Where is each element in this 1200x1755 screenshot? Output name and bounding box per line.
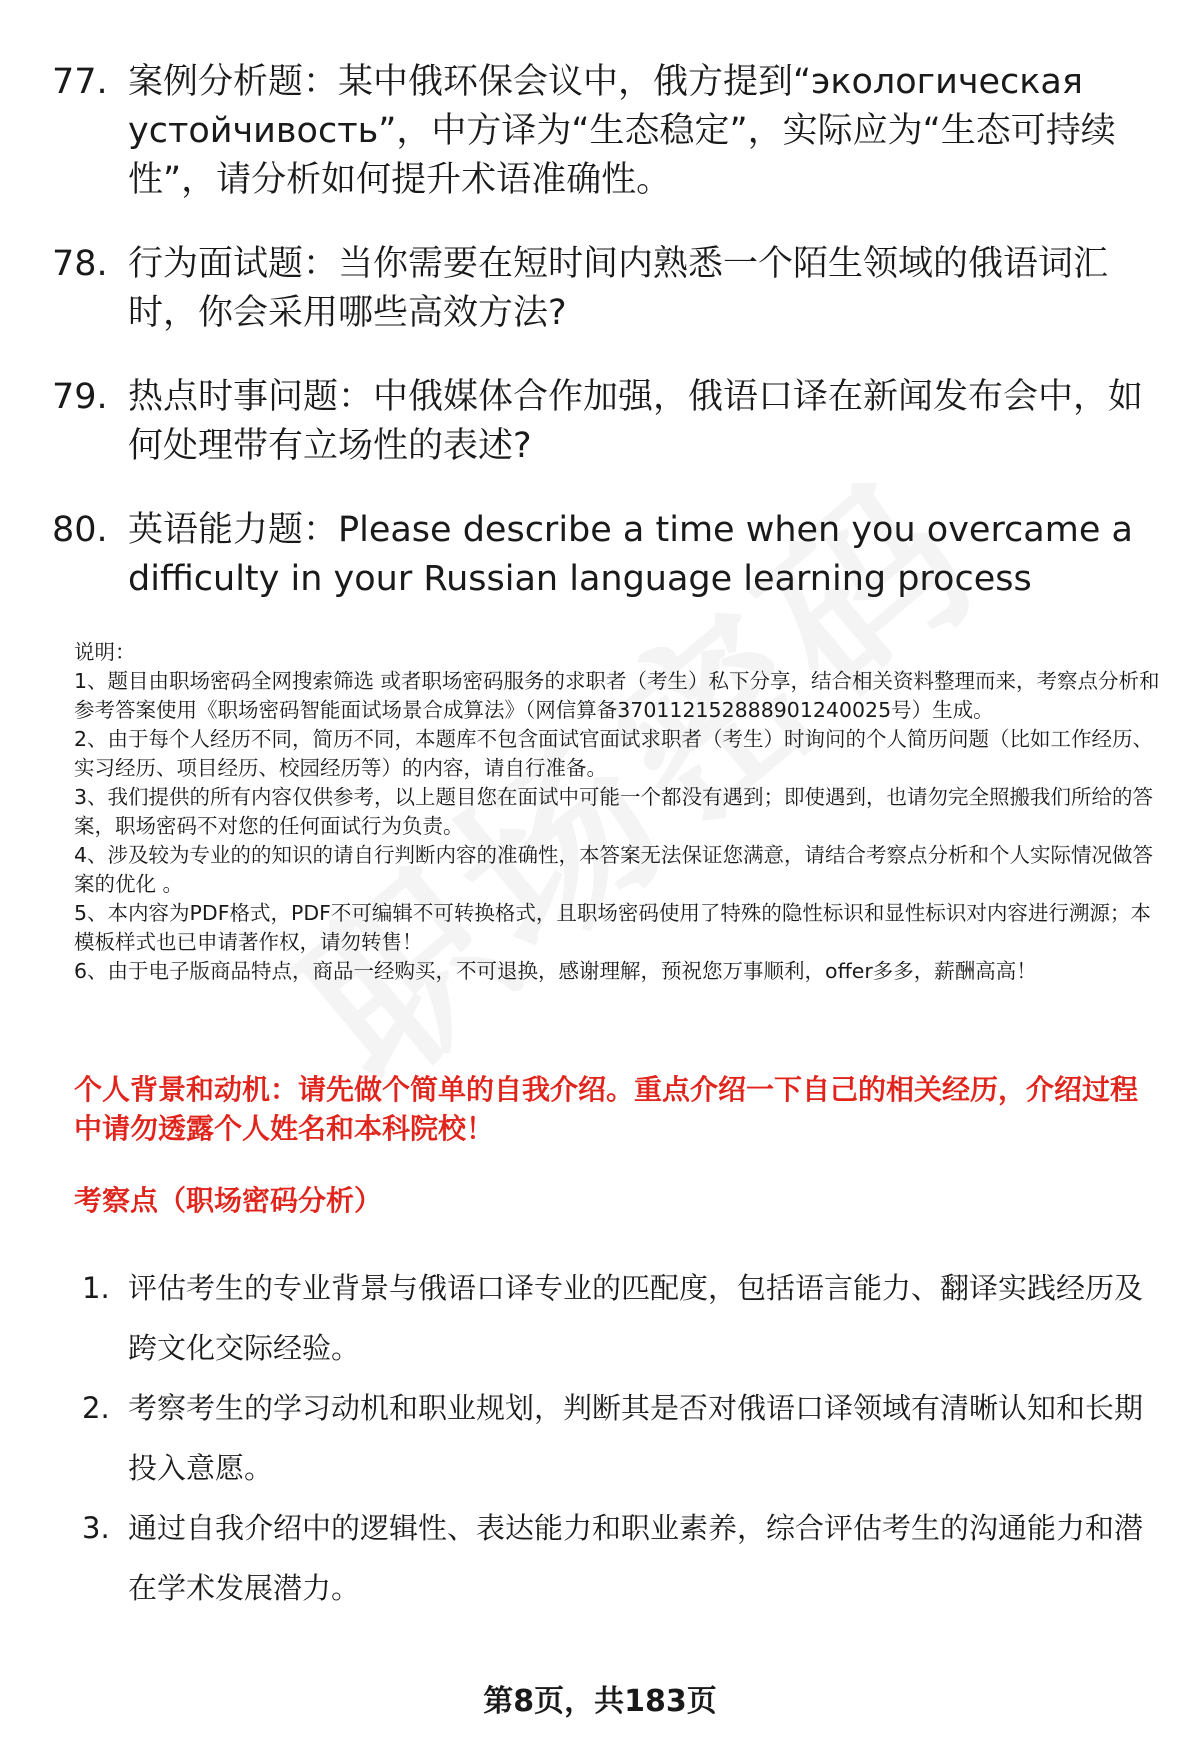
analysis-point-text: 评估考生的专业背景与俄语口译专业的匹配度，包括语言能力、翻译实践经历及跨文化交际经验。 [128,1271,1144,1365]
analysis-point-number: 3. [82,1511,110,1545]
notes-title: 说明： [74,640,136,664]
question-item [52,373,1152,471]
note-item: 3、我们提供的所有内容仅供参考，以上题目您在面试中可能一个都没有遇到；即使遇到，也请勿完全照搬我们所给的答案，职场密码不对您的任何面试行为负责。 [74,785,1154,838]
question-number: 79. [52,377,108,417]
section-heading: 个人背景和动机：请先做个简单的自我介绍。重点介绍一下自己的相关经历，介绍过程中请勿透露个人姓名和本科院校！ [74,1073,1139,1145]
disclaimer-notes [74,638,1160,986]
analysis-point-number: 1. [82,1271,110,1305]
question-item [52,58,1152,205]
question-number: 80. [52,510,108,550]
question-number: 78. [52,244,108,284]
analysis-point [82,1258,1162,1378]
note-item: 4、涉及较为专业的的知识的请自行判断内容的准确性，本答案无法保证您满意，请结合考察点分析和个人实际情况做答案的优化 。 [74,843,1154,896]
analysis-point [82,1498,1162,1618]
note-item: 6、由于电子版商品特点，商品一经购买，不可退换，感谢理解，预祝您万事顺利，offer多多，薪酬高高！ [74,959,1037,983]
analysis-heading: 考察点（职场密码分析） [74,1184,383,1217]
question-text: 热点时事问题：中俄媒体合作加强，俄语口译在新闻发布会中，如何处理带有立场性的表述? [128,377,1144,466]
analysis-point-text: 考察考生的学习动机和职业规划，判断其是否对俄语口译领域有清晰认知和长期投入意愿。 [128,1391,1144,1485]
question-text: 案例分析题：某中俄环保会议中，俄方提到“экологическая устойчивость”，中方译为“生态稳定”，实际应为“生态可持续性”，请分析如何提升术语准确性。 [128,62,1116,200]
question-item [52,240,1152,338]
question-text: 英语能力题：Please describe a time when you overcame a difficulty in your Russian language learning process [128,510,1133,599]
analysis-point [82,1378,1162,1498]
question-number: 77. [52,62,108,102]
note-item: 2、由于每个人经历不同，简历不同，本题库不包含面试官面试求职者（考生）时询问的个人简历问题（比如工作经历、实习经历、项目经历、校园经历等）的内容，请自行准备。 [74,727,1154,780]
analysis-point-number: 2. [82,1391,110,1425]
question-text: 行为面试题：当你需要在短时间内熟悉一个陌生领域的俄语词汇时，你会采用哪些高效方法? [128,244,1109,333]
question-item [52,506,1152,604]
question-list [52,58,1152,639]
note-item: 5、本内容为PDF格式，PDF不可编辑不可转换格式，且职场密码使用了特殊的隐性标识和显性标识对内容进行溯源；本模板样式也已申请著作权，请勿转售！ [74,901,1151,954]
note-item: 1、题目由职场密码全网搜索筛选 或者职场密码服务的求职者（考生）私下分享，结合相关资料整理而来，考察点分析和参考答案使用《职场密码智能面试场景合成算法》（网信算备370112152888901240025号）生成。 [74,669,1160,722]
analysis-point-list [82,1258,1162,1618]
page-number: 第8页，共183页 [483,1684,717,1719]
analysis-point-text: 通过自我介绍中的逻辑性、表达能力和职业素养，综合评估考生的沟通能力和潜在学术发展潜力。 [128,1511,1144,1605]
